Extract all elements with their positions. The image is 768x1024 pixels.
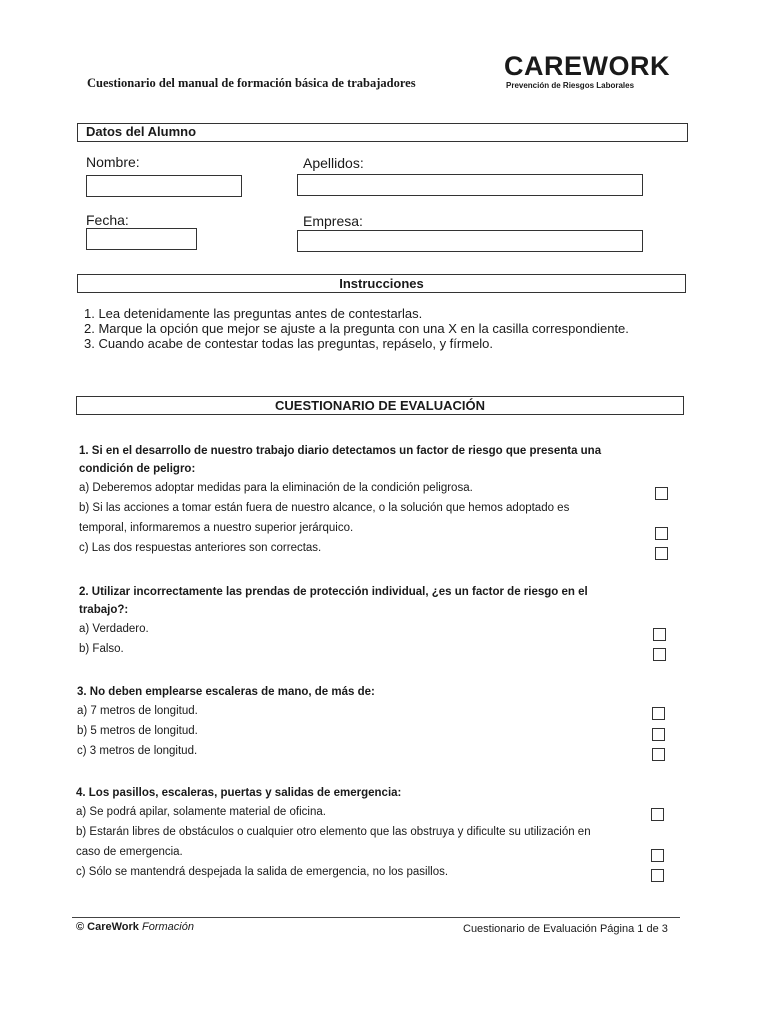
nombre-label: Nombre: <box>86 154 140 170</box>
checkbox-q2-a[interactable] <box>653 628 666 641</box>
apellidos-label: Apellidos: <box>303 155 364 171</box>
logo-text: CAREWORK <box>504 51 670 81</box>
answer-option: a) Verdadero. <box>79 623 149 635</box>
answer-option: c) 3 metros de longitud. <box>77 745 198 757</box>
checkbox-q4-b[interactable] <box>651 849 664 862</box>
instructions-header <box>77 274 686 293</box>
checkbox-q4-c[interactable] <box>651 869 664 882</box>
question-1 <box>79 442 601 558</box>
answer-option: b) Estarán libres de obstáculos o cualquier otro elemento que las obstruya y dificulte su utilización en <box>76 826 591 838</box>
carework-logo <box>504 51 670 90</box>
checkbox-q3-c[interactable] <box>652 748 665 761</box>
instruction-item: 1. Lea detenidamente las preguntas antes de contestarlas. <box>84 306 423 321</box>
empresa-label: Empresa: <box>303 213 363 229</box>
instructions-title: Instrucciones <box>339 276 424 291</box>
answer-option: caso de emergencia. <box>76 846 183 858</box>
answer-option: a) 7 metros de longitud. <box>77 705 198 717</box>
instruction-item: 2. Marque la opción que mejor se ajuste a la pregunta con una X en la casilla correspondiente. <box>84 321 629 336</box>
question-3 <box>77 683 375 761</box>
nombre-field[interactable] <box>86 175 242 197</box>
footer-copyright <box>76 921 194 933</box>
answer-option: c) Sólo se mantendrá despejada la salida de emergencia, no los pasillos. <box>76 866 449 878</box>
checkbox-q1-b[interactable] <box>655 527 668 540</box>
instruction-item: 3. Cuando acabe de contestar todas las preguntas, repáselo, y fírmelo. <box>84 336 494 351</box>
empresa-field[interactable] <box>297 230 643 252</box>
answer-option: b) 5 metros de longitud. <box>77 725 198 737</box>
footer-brand-italic: Formación <box>142 921 194 933</box>
apellidos-field[interactable] <box>297 174 643 196</box>
question-2 <box>79 583 588 659</box>
fecha-field[interactable] <box>86 228 197 250</box>
student-data-title: Datos del Alumno <box>86 124 197 139</box>
answer-option: a) Deberemos adoptar medidas para la eliminación de la condición peligrosa. <box>79 482 473 494</box>
answer-option: b) Falso. <box>79 643 124 655</box>
fecha-label: Fecha: <box>86 212 129 228</box>
question-title: 2. Utilizar incorrectamente las prendas de protección individual, ¿es un factor de riesgo en el <box>79 586 588 598</box>
document-title: Cuestionario del manual de formación básica de trabajadores <box>87 76 416 90</box>
instructions-list <box>84 306 629 351</box>
student-data-header <box>77 123 688 142</box>
checkbox-q1-c[interactable] <box>655 547 668 560</box>
answer-option: c) Las dos respuestas anteriores son correctas. <box>79 542 322 554</box>
answer-option: b) Si las acciones a tomar están fuera de nuestro alcance, o la solución que hemos adoptado es <box>79 502 570 514</box>
question-title: trabajo?: <box>79 604 129 616</box>
quiz-title: CUESTIONARIO DE EVALUACIÓN <box>275 398 485 413</box>
question-title: condición de peligro: <box>79 463 196 475</box>
footer-divider <box>72 917 680 918</box>
checkbox-q2-b[interactable] <box>653 648 666 661</box>
answer-option: a) Se podrá apilar, solamente material de oficina. <box>76 806 326 818</box>
question-4 <box>76 784 591 882</box>
logo-tagline: Prevención de Riesgos Laborales <box>506 81 635 90</box>
checkbox-q4-a[interactable] <box>651 808 664 821</box>
checkbox-q3-a[interactable] <box>652 707 665 720</box>
question-title: 1. Si en el desarrollo de nuestro trabajo diario detectamos un factor de riesgo que presenta una <box>79 445 602 457</box>
checkbox-q1-a[interactable] <box>655 487 668 500</box>
footer-brand: © CareWork <box>76 921 139 933</box>
quiz-header <box>76 396 684 415</box>
checkbox-q3-b[interactable] <box>652 728 665 741</box>
question-title: 3. No deben emplearse escaleras de mano, de más de: <box>77 686 375 698</box>
footer-page-info: Cuestionario de Evaluación Página 1 de 3 <box>463 923 668 935</box>
answer-option: temporal, informaremos a nuestro superior jerárquico. <box>79 522 354 534</box>
question-title: 4. Los pasillos, escaleras, puertas y salidas de emergencia: <box>76 787 402 799</box>
